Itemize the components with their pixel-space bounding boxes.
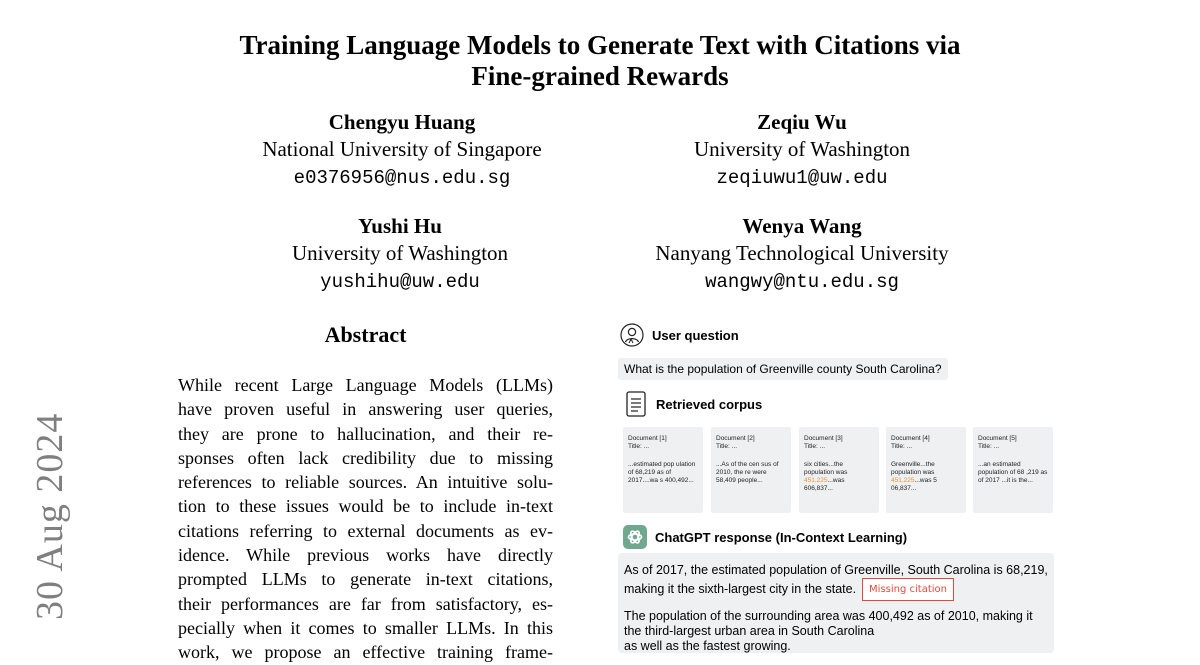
response-text-1: As of 2017, the estimated population of Greenville, South Carolina is 68,219, making it the sixth-largest city in the state. [624, 563, 1048, 596]
document-card-4 [886, 427, 966, 513]
abstract-line: sponses often lack credibility due to missing [178, 447, 553, 468]
document-text-b: ...was 606,837... [804, 477, 845, 492]
abstract-line: While recent Large Language Models (LLMs) [178, 375, 553, 395]
response-text-3: as well as the fastest growing. [624, 639, 791, 653]
document-title: Title: ... [891, 443, 913, 450]
document-text-a: Greenville...the population was [891, 461, 935, 476]
document-text [891, 461, 961, 493]
document-header: Document [5] [978, 435, 1017, 442]
document-text [804, 461, 874, 493]
abstract-line: their performances are far from satisfactory, es- [178, 593, 553, 614]
title-line-1: Training Language Models to Generate Text with Citations via [239, 30, 961, 60]
author-block-2 [592, 109, 1012, 192]
abstract-line: references to reliable sources. An intuitive solu- [178, 472, 553, 493]
author-affiliation: Nanyang Technological University [655, 241, 949, 265]
document-text-a: ...an estimated population of 68 ,219 as of 2017 ...it is the... [978, 461, 1048, 484]
author-email[interactable]: wangwy@ntu.edu.sg [705, 271, 899, 293]
author-block-3 [190, 213, 610, 296]
chatgpt-logo-icon [623, 525, 647, 549]
author-name: Yushi Hu [358, 214, 442, 238]
author-affiliation: National University of Singapore [262, 137, 542, 161]
document-text-a: six cities...the population was [804, 461, 848, 476]
highlighted-number: 451,225 [804, 477, 828, 484]
user-question-header [620, 323, 739, 347]
document-title: Title: ... [978, 443, 1000, 450]
author-name: Zeqiu Wu [757, 110, 847, 134]
document-card-1 [623, 427, 703, 513]
author-block-1 [192, 109, 612, 192]
user-avatar-icon [620, 323, 644, 347]
author-name: Chengyu Huang [328, 110, 476, 134]
document-text [628, 461, 698, 485]
document-text [716, 461, 786, 485]
abstract-text [178, 373, 553, 663]
abstract-heading: Abstract [324, 322, 407, 347]
abstract-line: have proven useful in answering user queries, [178, 399, 553, 420]
missing-citation-tag: Missing citation [862, 578, 954, 601]
document-text-b: ...was 5 06,837... [891, 477, 937, 492]
document-icon [624, 392, 648, 416]
document-header: Document [4] [891, 435, 930, 442]
document-title: Title: ... [716, 443, 738, 450]
abstract-line: citations referring to external documents as ev- [178, 520, 553, 541]
highlighted-number: 451,225 [891, 477, 915, 484]
response-text-2: The population of the surrounding area was 400,492 as of 2010, making it the third-largest urban area in South Carolina [624, 609, 1033, 638]
document-card-5 [973, 427, 1053, 513]
user-question-label: User question [652, 327, 739, 343]
question-box: What is the population of Greenville county South Carolina? [618, 358, 948, 380]
abstract-line: they are prone to hallucination, and their re- [178, 423, 553, 444]
document-header: Document [2] [716, 435, 755, 442]
figure-example [618, 320, 1058, 653]
document-text-a: ...estimated pop ulation of 68,219 as of 2017....wa s 400,492... [628, 461, 696, 484]
document-header: Document [3] [804, 435, 843, 442]
arxiv-side-date: 30 Aug 2024 [29, 412, 71, 620]
author-affiliation: University of Washington [693, 137, 911, 161]
title-line-2: Fine-grained Rewards [471, 61, 729, 91]
author-affiliation: University of Washington [291, 241, 509, 265]
response-box [618, 553, 1054, 653]
abstract-line: pecially when it comes to smaller LLMs. In this [178, 617, 553, 638]
abstract-line: prompted LLMs to generate in-text citations, [178, 569, 553, 590]
document-header: Document [1] [628, 435, 667, 442]
abstract-line: idence. While previous works have directly [178, 545, 553, 566]
document-card-2 [711, 427, 791, 513]
abstract-line: work, we propose an effective training frame- [178, 642, 553, 663]
paper-title [0, 30, 1200, 92]
chatgpt-response-label: ChatGPT response (In-Context Learning) [655, 529, 908, 545]
document-text-a: ...As of the cen sus of 2010, the re were 58,409 people... [716, 461, 779, 484]
retrieved-corpus-header [624, 392, 762, 416]
document-card-3 [799, 427, 879, 513]
document-title: Title: ... [804, 443, 826, 450]
response-paragraph-2 [624, 609, 1049, 654]
author-email[interactable]: zeqiuwu1@uw.edu [716, 167, 888, 189]
author-name: Wenya Wang [742, 214, 862, 238]
document-title: Title: ... [628, 443, 650, 450]
abstract-line: tion to these issues would be to include in-text [178, 496, 553, 517]
author-email[interactable]: e0376956@nus.edu.sg [293, 167, 511, 189]
document-text [978, 461, 1048, 485]
chatgpt-response-header [623, 525, 907, 549]
response-paragraph-1 [624, 563, 1049, 601]
author-block-4 [592, 213, 1012, 296]
author-email[interactable]: yushihu@uw.edu [320, 271, 480, 293]
retrieved-corpus-label: Retrieved corpus [656, 396, 763, 412]
